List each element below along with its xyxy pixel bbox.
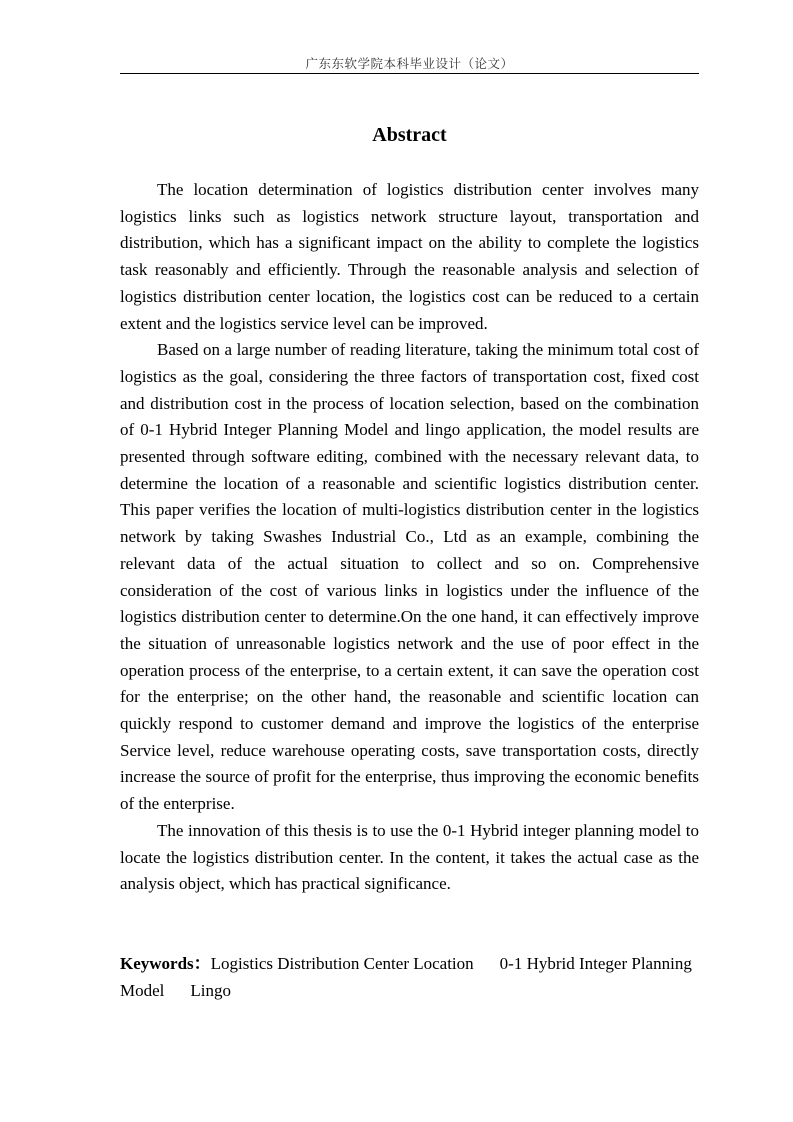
keywords-line <box>120 951 699 1004</box>
keyword-item: Logistics Distribution Center Location <box>210 954 474 973</box>
keyword-item: Lingo <box>190 980 231 1000</box>
header-rule <box>120 73 699 74</box>
abstract-body <box>120 177 699 898</box>
abstract-paragraph-3: The innovation of this thesis is to use the 0-1 Hybrid integer planning model to locate the logistics distribution center. In the content, it takes the actual case as the analysis object, which has practical significance. <box>120 820 699 894</box>
abstract-paragraph-2: Based on a large number of reading literature, taking the minimum total cost of logistics as the goal, considering the three factors of transportation cost, fixed cost and distribution cost in the process of location selection, based on the combination of 0-1 Hybrid Integer Planning Model and lingo application, the model results are presented through software editing, combined with the necessary relevant data, to determine the location of a reasonable and scientific logistics distribution center. This paper verifies the location of multi-logistics distribution center in the logistics network by taking Swashes Industrial Co., Ltd as an example, combining the relevant data of the actual situation to collect and so on. Comprehensive consideration of the cost of various links in logistics under the influence of the logistics distribution center to determine.On the one hand, it can effectively improve the situation of unreasonable logistics network and the use of poor effect in the operation process of the enterprise, to a certain extent, it can save the operation cost for the enterprise; on the other hand, the reasonable and scientific location can quickly respond to customer demand and improve the logistics of the enterprise Service level, reduce warehouse operating costs, save transportation costs, directly increase the source of profit for the enterprise, thus improving the economic benefits of the enterprise. <box>120 340 699 814</box>
abstract-title: Abstract <box>372 124 447 146</box>
running-header: 广东东软学院本科毕业设计（论文） <box>305 56 514 71</box>
keywords-label: Keywords： <box>120 954 211 973</box>
keyword-item: 0-1 Hybrid Integer Planning Model <box>120 954 692 1000</box>
abstract-paragraph-1: The location determination of logistics distribution center involves many logistics links such as logistics network structure layout, transportation and distribution, which has a significant impact on the ability to complete the logistics task reasonably and efficiently. Through the reasonable analysis and selection of logistics distribution center location, the logistics cost can be reduced to a certain extent and the logistics service level can be improved. <box>120 180 699 333</box>
